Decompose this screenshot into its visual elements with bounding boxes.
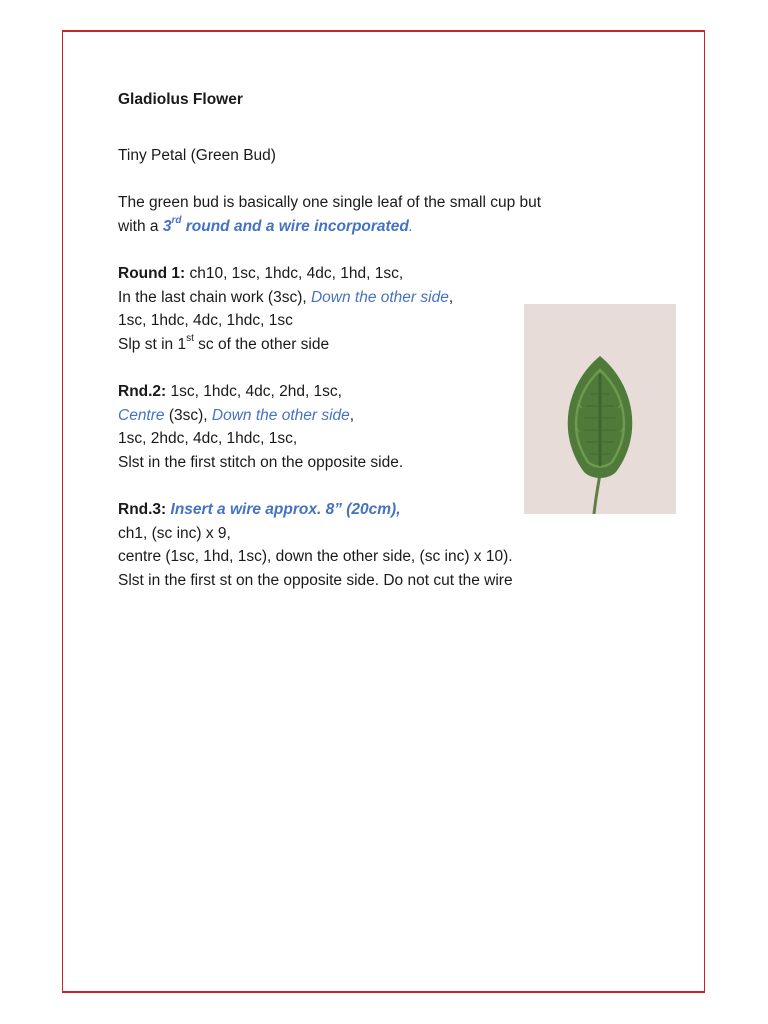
round-2-emphasis: Down the other side [211,406,350,424]
round-3-label: Rnd.3: [118,501,167,518]
round-1-line-1 [118,262,598,286]
round-2-line-4: Slst in the first stitch on the opposite side. [118,453,404,471]
intro-text: with a [118,217,163,235]
round-2-text: (3sc), [164,406,212,424]
intro-paragraph [118,191,598,238]
round-1-ordinal-suffix: st [186,333,194,345]
section-subtitle: Tiny Petal (Green Bud) [118,146,276,164]
round-2-line-3: 1sc, 2hdc, 4dc, 1hdc, 1sc, [118,430,298,447]
round-3-line-2: ch1, (sc inc) x 9, [118,524,231,542]
round-1-text: Slp st in 1 [118,335,187,353]
round-3-line-4: Slst in the first st on the opposite side. Do not cut the wire [118,571,513,589]
round-2-text: 1sc, 1hdc, 4dc, 2hd, 1sc, [166,383,342,400]
round-1-line-3: 1sc, 1hdc, 4dc, 1hdc, 1sc [118,312,293,329]
round-1-emphasis: Down the other side [310,288,449,306]
round-1-text: ch10, 1sc, 1hdc, 4dc, 1hd, 1sc, [185,265,404,282]
round-2-label: Rnd.2: [118,383,167,400]
intro-line-1: The green bud is basically one single leaf of the small cup but [118,194,542,211]
round-1-text: sc of the other side [193,335,330,353]
intro-period: . [408,217,414,235]
round-1-text: , [448,288,454,306]
round-1-text: In the last chain work (3sc), [118,288,311,306]
intro-ordinal-suffix: rd [171,215,182,227]
intro-emphasis-text: round and a wire incorporated [181,217,409,235]
intro-line-2 [118,215,598,239]
leaf-bud-photo [524,304,676,514]
round-3-line-3: centre (1sc, 1hd, 1sc), down the other side, (sc inc) x 10). [118,548,513,565]
round-3-emphasis: Insert a wire approx. 8” (20cm), [166,501,401,518]
document-title: Gladiolus Flower [118,91,243,108]
round-2-emphasis: Centre [118,406,165,424]
round-2-text: , [349,406,355,424]
crochet-leaf-image [524,304,676,514]
intro-emphasis [162,215,409,235]
round-1-label: Round 1: [118,265,186,282]
intro-ordinal-number: 3 [162,217,172,235]
